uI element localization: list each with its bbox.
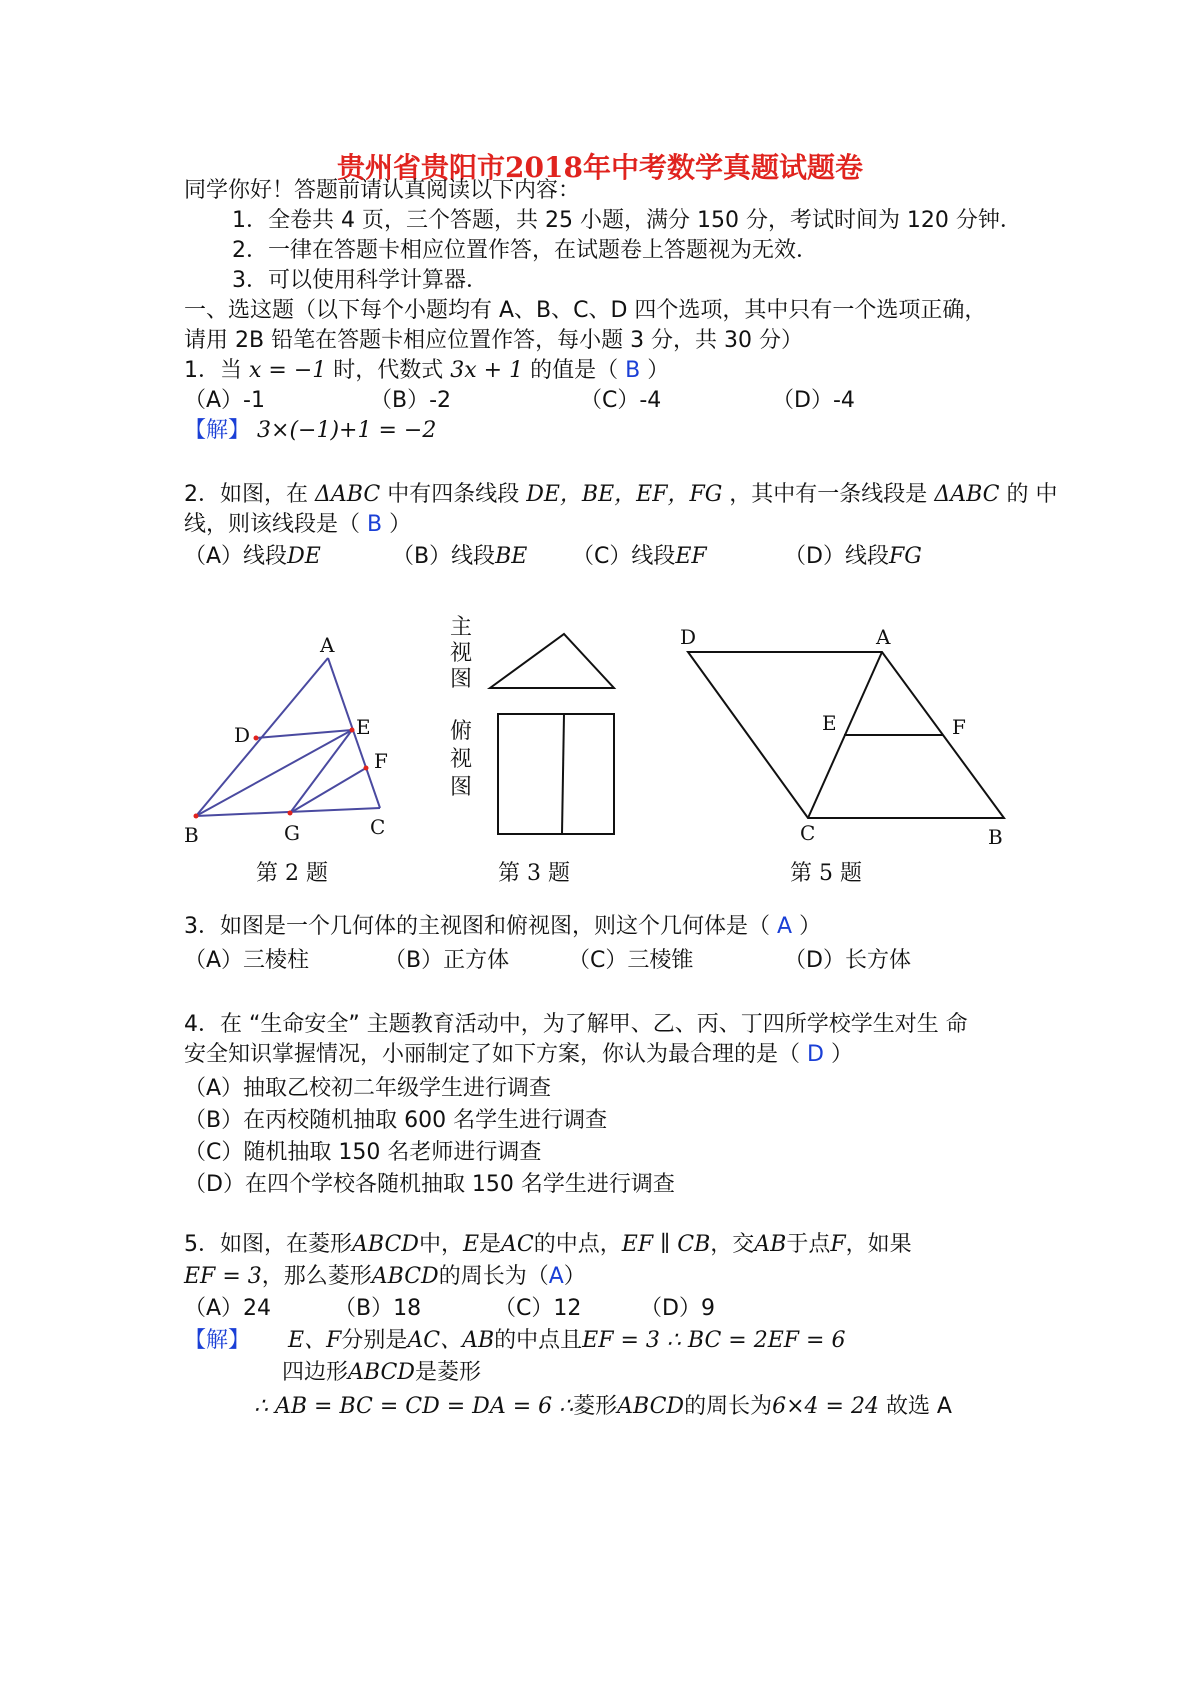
q1-option-a: （A）-1 [184, 388, 265, 413]
fig3-front-label-1: 主 [450, 615, 473, 640]
q5-solution-line1: 【解】 E、F分别是AC、AB的中点且EF = 3 ∴ BC = 2EF = 6 [184, 1328, 846, 1353]
q4-option-d: （D）在四个学校各随机抽取 150 名学生进行调查 [184, 1172, 675, 1197]
q2-stem-line2 [184, 510, 411, 540]
q5-solution-line3: ∴ AB = BC = CD = DA = 6 ∴菱形ABCD的周长为6×4 = 24 故选 A [254, 1394, 952, 1419]
q5-stem-line2: EF = 3，那么菱形ABCD的周长为（A） [184, 1264, 586, 1289]
q5-option-b: （B）18 [334, 1296, 422, 1321]
figure-2-caption: 第 2 题 [256, 861, 328, 886]
q2-math-segments: DE，BE，EF，FG [526, 482, 723, 507]
intro-item-3: 3．可以使用科学计算器． [232, 268, 488, 293]
figure-2-triangle [170, 620, 400, 850]
figure-3-views [450, 610, 630, 850]
q4-stem-line2 [184, 1040, 853, 1070]
q2-stem-line1 [184, 480, 1058, 510]
q1-option-d: （D）-4 [772, 388, 855, 413]
intro-item-1: 1．全卷共 4 页，三个答题，共 25 小题，满分 150 分，考试时间为 120 分钟． [232, 208, 1022, 233]
q2-option-b: （B）线段BE [392, 544, 528, 569]
q1-math-x: x = −1 [249, 358, 327, 383]
fig5-label-c: C [800, 821, 816, 845]
q5-answer: A [548, 1264, 564, 1289]
fig2-label-d: D [234, 723, 251, 747]
q2-text-b: 中有四条线段 [387, 482, 520, 507]
fig2-label-c: C [370, 815, 386, 839]
fig2-label-g: G [284, 821, 300, 845]
q3-option-d: （D）长方体 [784, 948, 911, 973]
q1-stem-b: 时，代数式 [333, 358, 444, 383]
figure-5-rhombus [668, 618, 1018, 848]
q2-text-a: 2．如图，在 [184, 482, 308, 507]
q4-text: 安全知识掌握情况，小丽制定了如下方案，你认为最合理的是（ [184, 1042, 801, 1067]
q2-option-d: （D）线段FG [784, 544, 922, 569]
fig2-label-f: F [374, 749, 388, 773]
fig3-top-label-1: 俯 [450, 719, 473, 744]
q2-math-triangle: ΔABC [315, 482, 381, 507]
fig2-label-b: B [184, 823, 199, 847]
q1-stem [184, 356, 669, 386]
q3-text: 3．如图是一个几何体的主视图和俯视图，则这个几何体是（ [184, 914, 770, 939]
fig5-label-d: D [680, 625, 697, 649]
fig2-label-a: A [320, 633, 335, 657]
figure-3-caption: 第 3 题 [498, 861, 570, 886]
q2-text-c: ，其中有一条线段是 [729, 482, 928, 507]
fig5-label-f: F [952, 715, 966, 739]
fig5-label-e: E [822, 711, 837, 735]
q4-option-c: （C）随机抽取 150 名老师进行调查 [184, 1140, 542, 1165]
fig5-label-b: B [988, 825, 1003, 848]
q5-option-c: （C）12 [494, 1296, 582, 1321]
q3-answer: A [777, 914, 793, 939]
section1-heading-line1: 一、选这题（以下每个小题均有 A、B、C、D 四个选项，其中只有一个选项正确， [184, 298, 987, 323]
page-title: 贵州省贵阳市2018年中考数学真题试题卷 [337, 151, 863, 184]
q4-text-end: ） [830, 1042, 853, 1067]
intro-greeting: 同学你好！答题前请认真阅读以下内容： [184, 178, 581, 203]
q3-option-c: （C）三棱锥 [568, 948, 694, 973]
q3-option-a: （A）三棱柱 [184, 948, 310, 973]
q2-text-f: ） [389, 512, 412, 537]
fig3-front-label-3: 图 [450, 667, 473, 692]
fig3-top-label-3: 图 [450, 775, 473, 800]
q5-stem-line1: 5．如图，在菱形ABCD中，E是AC的中点，EF ∥ CB，交AB于点F，如果 [184, 1232, 912, 1257]
q1-answer: B [625, 358, 641, 383]
section1-heading-line2: 请用 2B 铅笔在答题卡相应位置作答，每小题 3 分，共 30 分） [184, 328, 804, 353]
fig3-top-label-2: 视 [450, 747, 473, 772]
q1-solution-label: 【解】 [184, 418, 251, 443]
q2-answer: B [367, 512, 383, 537]
q5-solution-line2: 四边形ABCD是菱形 [282, 1360, 481, 1385]
fig5-label-a: A [876, 625, 891, 649]
q1-option-c: （C）-4 [580, 388, 662, 413]
q2-option-a: （A）线段DE [184, 544, 321, 569]
q1-solution-math: 3×(−1)+1 = −2 [257, 418, 437, 443]
q1-solution [184, 416, 436, 446]
q3-text-end: ） [799, 914, 822, 939]
q1-stem-c: 的值是（ [530, 358, 619, 383]
q1-math-expr: 3x + 1 [450, 358, 524, 383]
q4-answer: D [807, 1042, 824, 1067]
q1-option-b: （B）-2 [370, 388, 452, 413]
q4-stem-line1: 4．在 “生命安全” 主题教育活动中，为了解甲、乙、丙、丁四所学校学生对生 命 [184, 1012, 968, 1037]
figure-5-caption: 第 5 题 [790, 861, 862, 886]
q1-stem-d: ） [647, 358, 670, 383]
q4-option-b: （B）在丙校随机抽取 600 名学生进行调查 [184, 1108, 608, 1133]
q1-stem-a: 1．当 [184, 358, 242, 383]
intro-item-2: 2．一律在答题卡相应位置作答，在试题卷上答题视为无效． [232, 238, 818, 263]
fig3-front-label-2: 视 [450, 641, 473, 666]
q5-option-d: （D）9 [640, 1296, 715, 1321]
q5-solution-label: 【解】 [184, 1328, 251, 1353]
q2-math-triangle-2: ΔABC [934, 482, 1000, 507]
q2-text-d: 的 中 [1006, 482, 1058, 507]
fig2-label-e: E [356, 715, 371, 739]
q5-option-a: （A）24 [184, 1296, 272, 1321]
q2-text-e: 线，则该线段是（ [184, 512, 361, 537]
q3-stem [184, 912, 821, 942]
q4-option-a: （A）抽取乙校初二年级学生进行调查 [184, 1076, 552, 1101]
q2-option-c: （C）线段EF [572, 544, 707, 569]
q3-option-b: （B）正方体 [384, 948, 510, 973]
